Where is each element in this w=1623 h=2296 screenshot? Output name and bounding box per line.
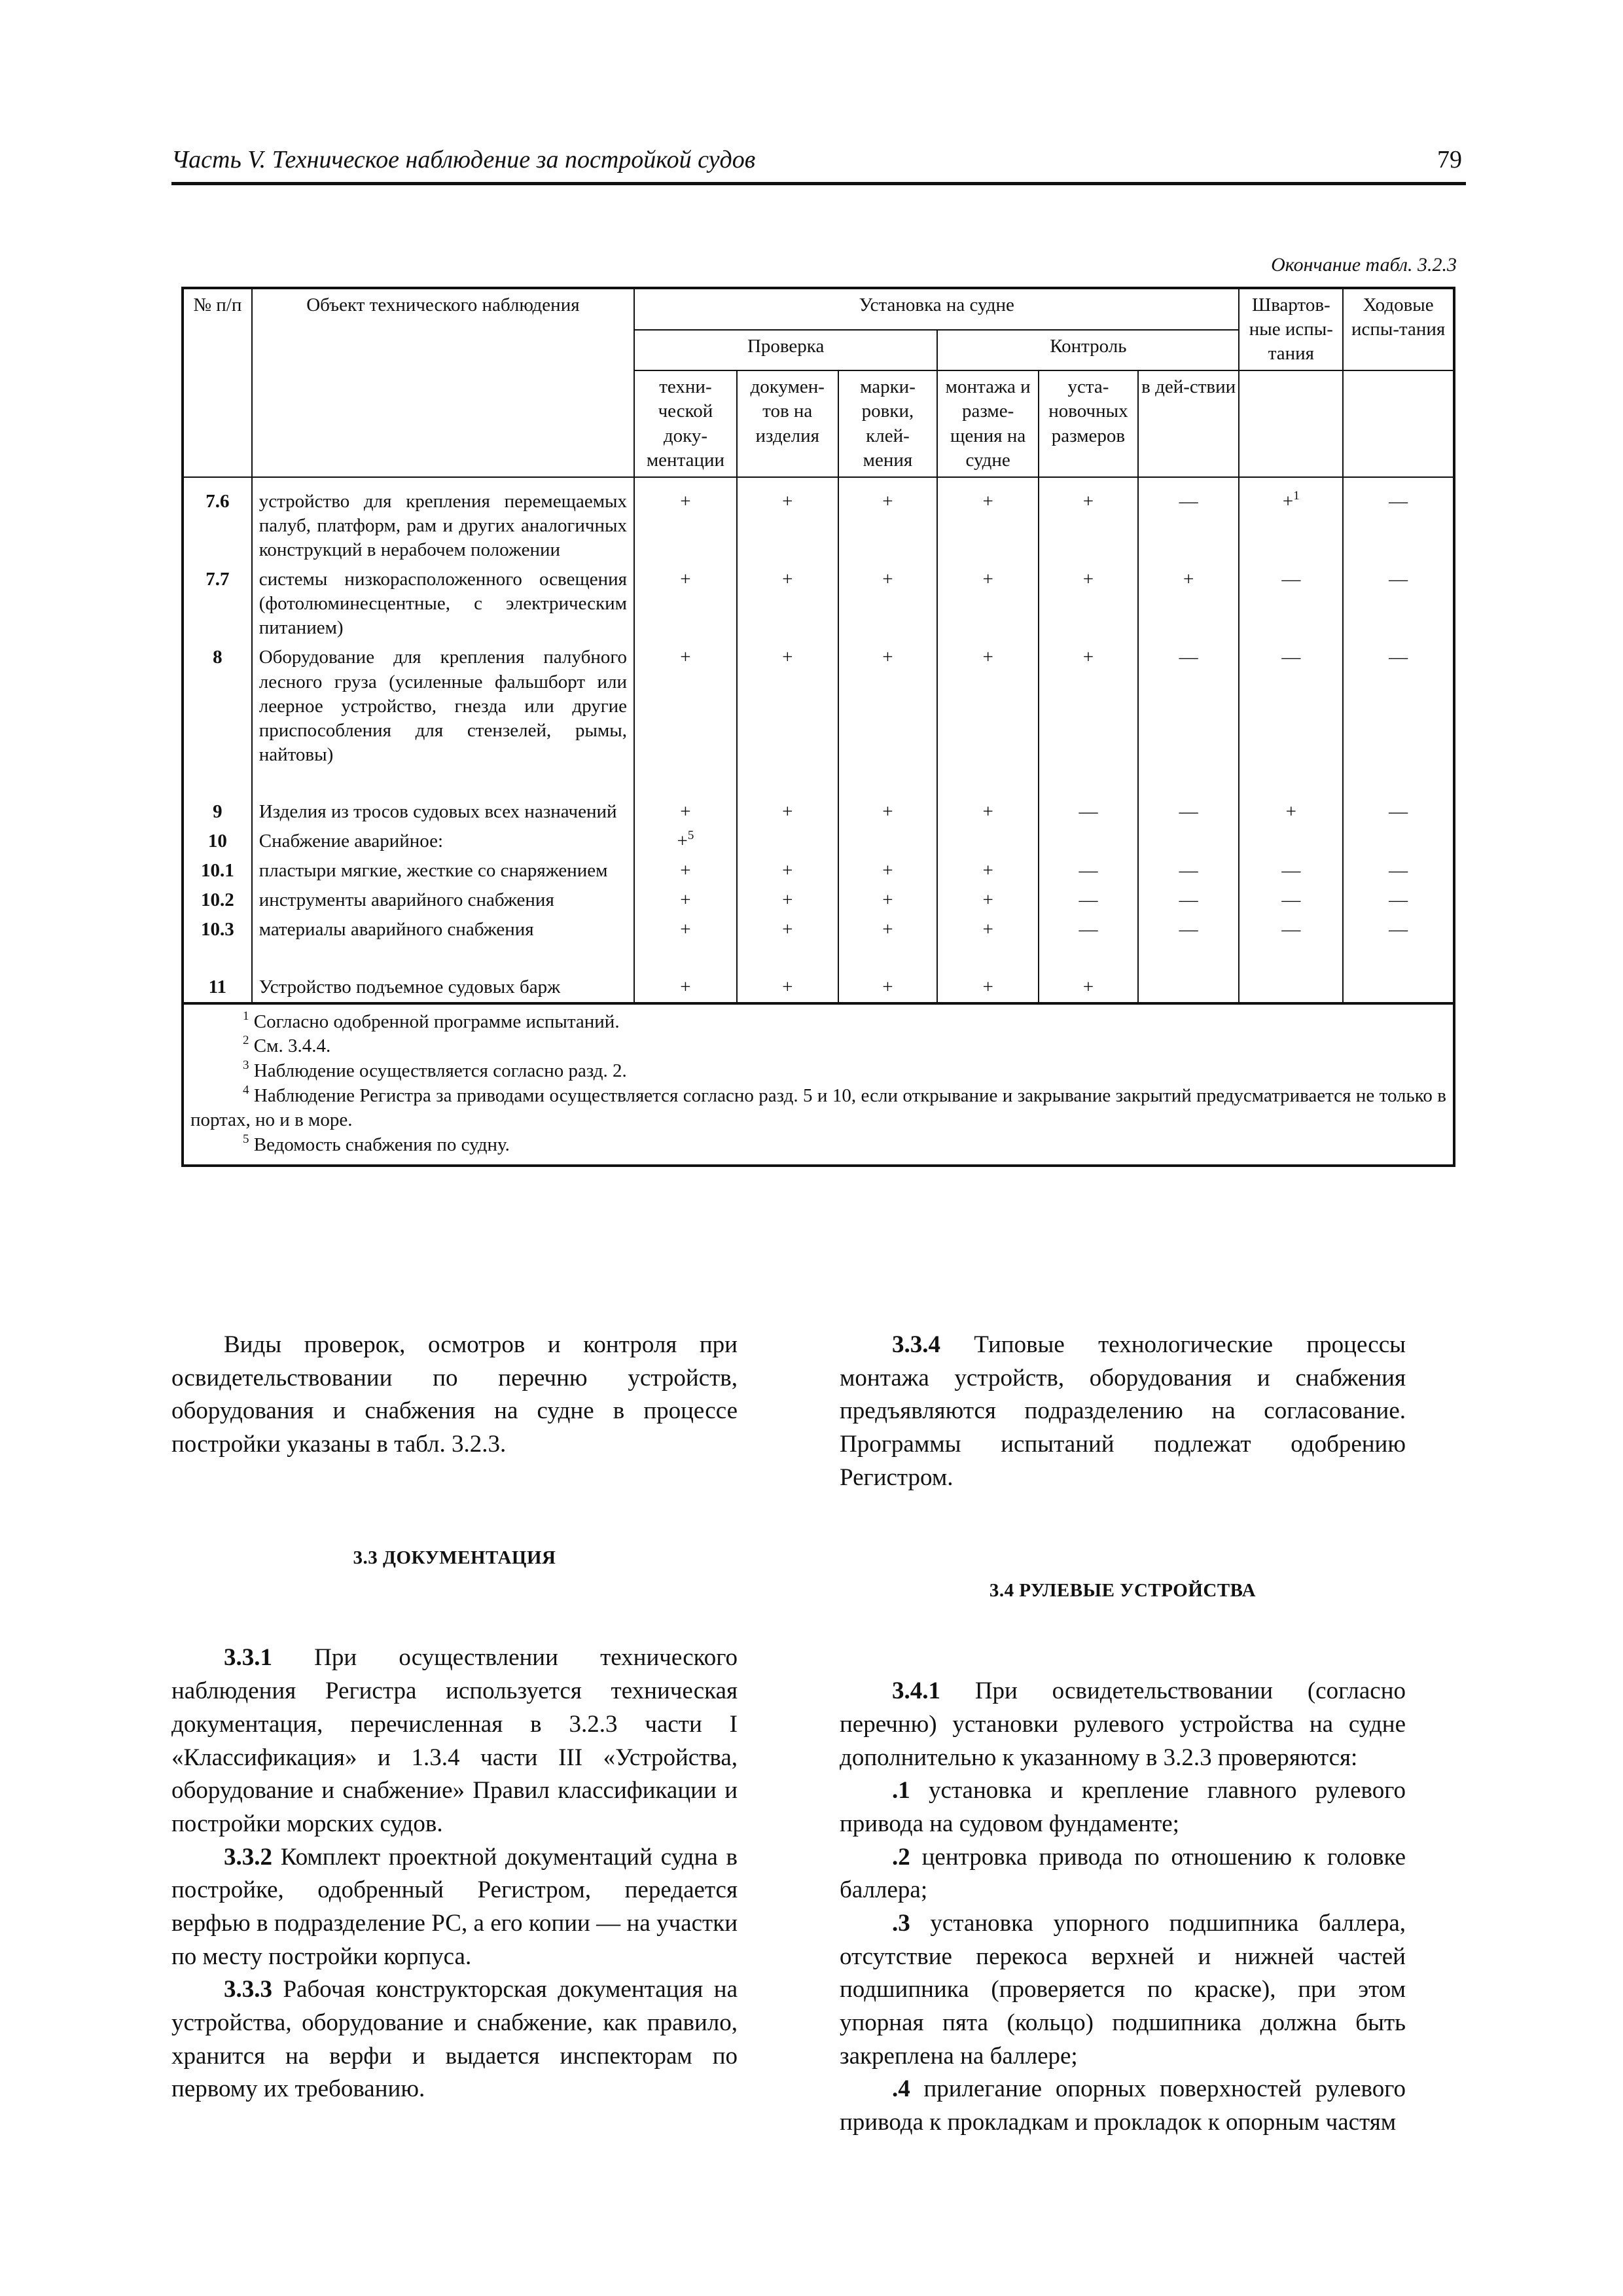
row-cell: [1039, 856, 1138, 886]
row-cell: [838, 945, 938, 1003]
row-cell: [838, 770, 938, 827]
cell-value: +: [680, 976, 691, 997]
row-cell: [1239, 856, 1343, 886]
row-object: материалы аварийного снабжения: [252, 915, 634, 944]
cell-value: +: [882, 919, 893, 941]
item-text: центровка привода по отношению к головке баллера;: [840, 1843, 1406, 1904]
row-cell: [1039, 827, 1138, 856]
row-cell: [737, 770, 838, 827]
running-head: [171, 145, 1466, 185]
item-number: .1: [892, 1777, 910, 1804]
row-number: 7.6: [183, 477, 252, 565]
footnote: [190, 1059, 1446, 1084]
header-object: Объект технического наблюдения: [252, 288, 634, 477]
row-object: инструменты аварийного снабжения: [252, 886, 634, 915]
table-row: [183, 945, 1454, 1003]
row-cell: [937, 477, 1039, 565]
subheader-tech-docs: техни-ческой доку-ментации: [634, 370, 737, 476]
row-cell: [737, 827, 838, 856]
row-cell: [1039, 945, 1138, 1003]
row-cell: [1138, 886, 1240, 915]
footnote-mark: 2: [243, 1033, 249, 1048]
row-cell: [1239, 643, 1343, 770]
table-row: [183, 886, 1454, 915]
row-cell: [1039, 915, 1138, 944]
row-cell: [1343, 915, 1454, 944]
row-cell: [1138, 477, 1240, 565]
row-number: 9: [183, 770, 252, 827]
row-cell: [838, 886, 938, 915]
row-cell: [1239, 945, 1343, 1003]
cell-value: +: [782, 976, 793, 997]
cell-value: +: [882, 976, 893, 997]
table-row: [183, 565, 1454, 643]
page-number: 79: [1437, 146, 1462, 173]
cell-value: —: [1389, 800, 1408, 822]
cell-value: +: [982, 647, 993, 668]
cell-value: —: [1281, 860, 1301, 882]
intro-paragraph: Виды проверок, осмотров и контроля при освидетельствовании по перечню устройств, оборудования и снабжения на судне в процессе постройки указаны в табл. 3.2.3.: [171, 1331, 738, 1458]
cell-value: +: [982, 976, 993, 997]
row-cell: [937, 770, 1039, 827]
table-row: [183, 770, 1454, 827]
header-sea-trials: Ходовые испы-тания: [1343, 288, 1454, 370]
row-cell: [634, 945, 737, 1003]
clause-number: 3.3.4: [892, 1331, 940, 1358]
row-cell: [1239, 827, 1343, 856]
row-number: 8: [183, 643, 252, 770]
row-cell: [937, 886, 1039, 915]
cell-value: +: [680, 647, 691, 668]
paragraph-3-3-2: [171, 1841, 738, 1974]
cell-value: —: [1079, 860, 1098, 882]
subheader-in-action: в дей-ствии: [1138, 370, 1240, 476]
table-footnotes: [183, 1003, 1454, 1166]
clause-number: 3.3.1: [224, 1644, 272, 1672]
requirements-table: [181, 287, 1455, 1167]
row-cell: [1138, 915, 1240, 944]
cell-value: +: [882, 569, 893, 590]
row-cell: [1039, 886, 1138, 915]
cell-value: —: [1281, 647, 1301, 668]
row-cell: [937, 945, 1039, 1003]
row-cell: [1343, 643, 1454, 770]
row-cell: [737, 856, 838, 886]
row-cell: [937, 565, 1039, 643]
row-cell: [1138, 945, 1240, 1003]
footnote-text: Наблюдение Регистра за приводами осуществляется согласно разд. 5 и 10, если открывание и закрывание закрытий предусматривается не только в портах, но и в море.: [190, 1085, 1446, 1131]
list-item-3: [840, 1907, 1406, 2073]
cell-value: +: [1082, 490, 1094, 512]
row-object: системы низкорасположенного освещения (фотолюминесцентные, с электрическим питанием): [252, 565, 634, 643]
header-mooring-tests: Швартов-ные испы-тания: [1239, 288, 1343, 370]
paragraph-3-3-4: [840, 1329, 1406, 1494]
table-row: [183, 856, 1454, 886]
item-text: установка и крепление главного рулевого привода на судовом фундаменте;: [840, 1777, 1406, 1837]
row-cell: [838, 915, 938, 944]
row-cell: [838, 856, 938, 886]
footnote-mark: 5: [243, 1132, 249, 1147]
table-row: [183, 643, 1454, 770]
cell-value: +: [982, 889, 993, 911]
table-row: [183, 827, 1454, 856]
table-body: [183, 477, 1454, 1003]
footnote-text: Ведомость снабжения по судну.: [253, 1134, 510, 1156]
row-cell: [1239, 565, 1343, 643]
row-cell: [1239, 886, 1343, 915]
row-object: Устройство подъемное судовых барж: [252, 945, 634, 1003]
cell-value: —: [1389, 569, 1408, 590]
row-cell: [1343, 856, 1454, 886]
subheader-mounting: монтажа и разме-щения на судне: [937, 370, 1039, 476]
cell-value: +: [1282, 490, 1294, 512]
footnote-text: См. 3.4.4.: [253, 1035, 331, 1057]
cell-value: +: [982, 800, 993, 822]
cell-value: +: [680, 889, 691, 911]
cell-value: +: [782, 647, 793, 668]
list-item-1: [840, 1774, 1406, 1840]
paragraph-3-3-1: [171, 1641, 738, 1840]
table-caption: Окончание табл. 3.2.3: [1271, 254, 1457, 276]
cell-value: +: [677, 831, 688, 852]
table-row: [183, 477, 1454, 565]
row-object: Оборудование для крепления палубного лесного груза (усиленные фальшборт или леерное устройство, гнезда или другие приспособления для стензелей, рымы, найтовы): [252, 643, 634, 770]
row-number: 10.3: [183, 915, 252, 944]
row-cell: [937, 856, 1039, 886]
row-cell: [634, 856, 737, 886]
footnote-mark: 1: [243, 1009, 249, 1023]
cell-value: +: [782, 490, 793, 512]
cell-value: +: [1082, 647, 1094, 668]
cell-value: +: [782, 919, 793, 941]
cell-value: +: [782, 800, 793, 822]
row-cell: [838, 565, 938, 643]
subheader-marking: марки-ровки, клей-мения: [838, 370, 938, 476]
row-cell: [838, 643, 938, 770]
row-cell: [1138, 643, 1240, 770]
row-cell: [1239, 915, 1343, 944]
clause-number: 3.4.1: [892, 1677, 940, 1705]
cell-value: —: [1079, 800, 1098, 822]
item-text: установка упорного подшипника баллера, отсутствие перекоса верхней и нижней частей подшипника (проверяется по краске), при этом упорная пята (кольцо) подшипника должна быть закреплена на баллере;: [840, 1909, 1406, 2070]
cell-value: +: [882, 647, 893, 668]
row-object: Изделия из тросов судовых всех назначений: [252, 770, 634, 827]
footnote: [190, 1084, 1446, 1133]
cell-value: +: [680, 860, 691, 882]
row-cell: [838, 477, 938, 565]
row-cell: [1138, 827, 1240, 856]
cell-value: —: [1079, 919, 1098, 941]
cell-value: —: [1179, 889, 1198, 911]
row-number: 10: [183, 827, 252, 856]
item-number: .3: [892, 1909, 910, 1937]
cell-value: +: [680, 569, 691, 590]
row-cell: [937, 643, 1039, 770]
row-cell: [1039, 770, 1138, 827]
cell-value: +: [882, 800, 893, 822]
cell-value: —: [1281, 569, 1301, 590]
row-cell: [1343, 477, 1454, 565]
cell-value: —: [1179, 800, 1198, 822]
clause-text: При осуществлении технического наблюдения Регистра используется техническая документация, перечисленная в 3.2.3 части I «Классификация» и 1.3.4 части III «Устройства, оборудование и снабжение» Правил классификации и постройки морских судов.: [171, 1644, 738, 1837]
row-cell: [1343, 945, 1454, 1003]
row-cell: [1039, 643, 1138, 770]
section-heading-3-3: 3.3 ДОКУМЕНТАЦИЯ: [353, 1547, 556, 1568]
row-cell: [1343, 886, 1454, 915]
section-heading-3-4: 3.4 РУЛЕВЫЕ УСТРОЙСТВА: [989, 1580, 1257, 1602]
item-number: .2: [892, 1843, 910, 1871]
row-number: 7.7: [183, 565, 252, 643]
cell-value: —: [1389, 919, 1408, 941]
cell-value: +: [982, 919, 993, 941]
row-cell: [838, 827, 938, 856]
row-number: 10.1: [183, 856, 252, 886]
cell-value: —: [1179, 490, 1198, 512]
row-cell: [634, 477, 737, 565]
footnote: [190, 1010, 1446, 1035]
footnote-mark: 3: [243, 1058, 249, 1072]
cell-value: —: [1079, 889, 1098, 911]
cell-value: —: [1179, 647, 1198, 668]
cell-value: +: [882, 490, 893, 512]
row-cell: [937, 827, 1039, 856]
paragraph-3-4-1: [840, 1675, 1406, 1774]
row-number: 11: [183, 945, 252, 1003]
row-object: пластыри мягкие, жесткие со снаряжением: [252, 856, 634, 886]
row-cell: [634, 565, 737, 643]
cell-value: +: [882, 889, 893, 911]
footnote: [190, 1133, 1446, 1158]
row-cell: [634, 915, 737, 944]
cell-value: +: [680, 490, 691, 512]
cell-value: —: [1179, 919, 1198, 941]
cell-value: +: [882, 860, 893, 882]
row-cell: [1343, 565, 1454, 643]
list-item-4: [840, 2073, 1406, 2139]
item-number: .4: [892, 2075, 910, 2103]
cell-value: —: [1389, 490, 1408, 512]
row-cell: [937, 915, 1039, 944]
clause-text: Рабочая конструкторская документация на устройства, оборудование и снабжение, как правило, хранится на верфи и выдается инспекторам по первому их требованию.: [171, 1976, 738, 2103]
cell-value: +: [782, 860, 793, 882]
cell-value: +: [1183, 569, 1194, 590]
cell-value: —: [1389, 889, 1408, 911]
right-column: [840, 1329, 1406, 2140]
row-cell: [737, 915, 838, 944]
row-cell: [1138, 856, 1240, 886]
row-cell: [634, 827, 737, 856]
header-installation: Установка на судне: [634, 288, 1239, 330]
running-head-title: Часть V. Техническое наблюдение за постройкой судов: [171, 146, 756, 173]
row-cell: [737, 643, 838, 770]
header-num: № п/п: [183, 288, 252, 477]
cell-value: +: [680, 800, 691, 822]
cell-value: +: [680, 919, 691, 941]
footnote: [190, 1034, 1446, 1059]
row-cell: [1138, 565, 1240, 643]
header-control: Контроль: [937, 330, 1239, 371]
header-check: Проверка: [634, 330, 937, 371]
cell-value: +: [782, 569, 793, 590]
left-column: [171, 1329, 738, 2106]
cell-value: —: [1281, 889, 1301, 911]
cell-value: —: [1389, 647, 1408, 668]
clause-text: При освидетельствовании (согласно перечню) установки рулевого устройства на судне дополнительно к указанному в 3.2.3 проверяются:: [840, 1677, 1406, 1771]
footnote-mark: 4: [243, 1083, 249, 1097]
cell-value: +: [1082, 976, 1094, 997]
row-cell: [737, 477, 838, 565]
clause-number: 3.3.3: [224, 1976, 272, 2003]
row-cell: [1039, 477, 1138, 565]
row-object: Снабжение аварийное:: [252, 827, 634, 856]
row-cell: [634, 770, 737, 827]
cell-value: +: [1285, 800, 1296, 822]
clause-text: Комплект проектной документаций судна в постройке, одобренный Регистром, передается верфью в подразделение РС, а его копии — на участки по месту постройки корпуса.: [171, 1843, 738, 1970]
cell-value: +: [1082, 569, 1094, 590]
paragraph-3-3-3: [171, 1973, 738, 2106]
list-item-2: [840, 1841, 1406, 1907]
cell-value: +: [782, 889, 793, 911]
cell-value: +: [982, 860, 993, 882]
row-cell: [1343, 827, 1454, 856]
row-cell: [1138, 770, 1240, 827]
row-cell: [634, 643, 737, 770]
cell-value: +: [982, 569, 993, 590]
table-row: [183, 915, 1454, 944]
row-cell: [737, 945, 838, 1003]
clause-text: Типовые технологические процессы монтажа устройств, оборудования и снабжения предъявляются подразделению на согласование. Программы испытаний подлежат одобрению Регистром.: [840, 1331, 1406, 1491]
clause-number: 3.3.2: [224, 1843, 272, 1871]
row-cell: [634, 886, 737, 915]
row-cell: [1239, 477, 1343, 565]
cell-value: —: [1281, 919, 1301, 941]
footnote-text: Наблюдение осуществляется согласно разд. 2.: [253, 1060, 627, 1081]
row-cell: [737, 886, 838, 915]
row-cell: [1039, 565, 1138, 643]
row-cell: [1343, 770, 1454, 827]
item-text: прилегание опорных поверхностей рулевого привода к прокладкам и прокладок к опорным частям: [840, 2075, 1406, 2136]
cell-value: —: [1389, 860, 1408, 882]
row-number: 10.2: [183, 886, 252, 915]
footnote-ref: 1: [1293, 488, 1300, 503]
row-cell: [1239, 770, 1343, 827]
subheader-product-docs: докумен-тов на изделия: [737, 370, 838, 476]
footnote-ref: 5: [687, 829, 694, 843]
row-object: устройство для крепления перемещаемых палуб, платформ, рам и других аналогичных конструкций в нерабочем положении: [252, 477, 634, 565]
row-cell: [737, 565, 838, 643]
footnote-text: Согласно одобренной программе испытаний.: [253, 1011, 620, 1032]
cell-value: —: [1179, 860, 1198, 882]
cell-value: +: [982, 490, 993, 512]
subheader-dimensions: уста-новочных размеров: [1039, 370, 1138, 476]
